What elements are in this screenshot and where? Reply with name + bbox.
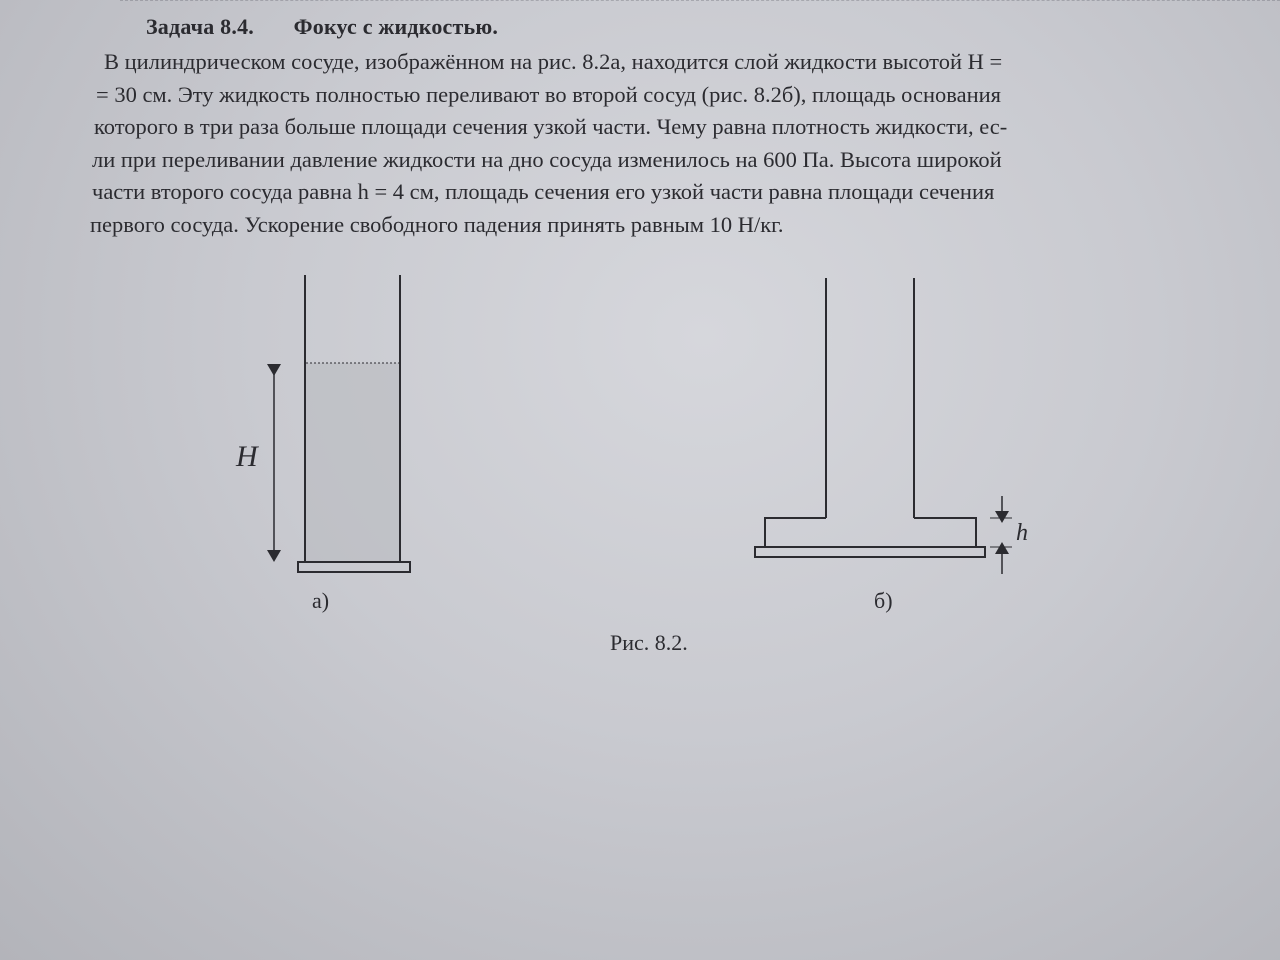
problem-number: Задача 8.4. — [146, 14, 254, 39]
label-h: h — [1016, 520, 1028, 546]
problem-title: Фокус с жидкостью. — [293, 14, 499, 39]
statement-line: = 30 см. Эту жидкость полностью переливают во второй сосуд (рис. 8.2б), площадь основания — [96, 81, 1002, 107]
statement-line: части второго сосуда равна h = 4 см, площадь сечения его узкой части равна площади сечения — [92, 179, 995, 204]
subfigure-a-label: а) — [312, 588, 330, 613]
statement-line: которого в три раза больше площади сечения узкой части. Чему равна плотность жидкости, ес- — [94, 114, 1008, 139]
label-H: H — [236, 440, 258, 473]
vessel-b-base — [755, 547, 985, 557]
vessel-a — [274, 275, 410, 572]
vessel-a-base — [298, 562, 410, 572]
statement-line: первого сосуда. Ускорение свободного падения принять равным 10 Н/кг. — [90, 211, 784, 237]
subfigure-b-label: б) — [874, 588, 893, 613]
vessel-b — [755, 278, 1012, 574]
statement-line: В цилиндрическом сосуде, изображённом на рис. 8.2а, находится слой жидкости высотой H = — [104, 49, 1003, 74]
figure-caption: Рис. 8.2. — [610, 630, 688, 655]
statement-line: ли при переливании давление жидкости на дно сосуда изменилось на 600 Па. Высота широкой — [92, 146, 1002, 172]
liquid-column — [306, 363, 399, 562]
vessel-b-wide-part — [765, 518, 976, 547]
